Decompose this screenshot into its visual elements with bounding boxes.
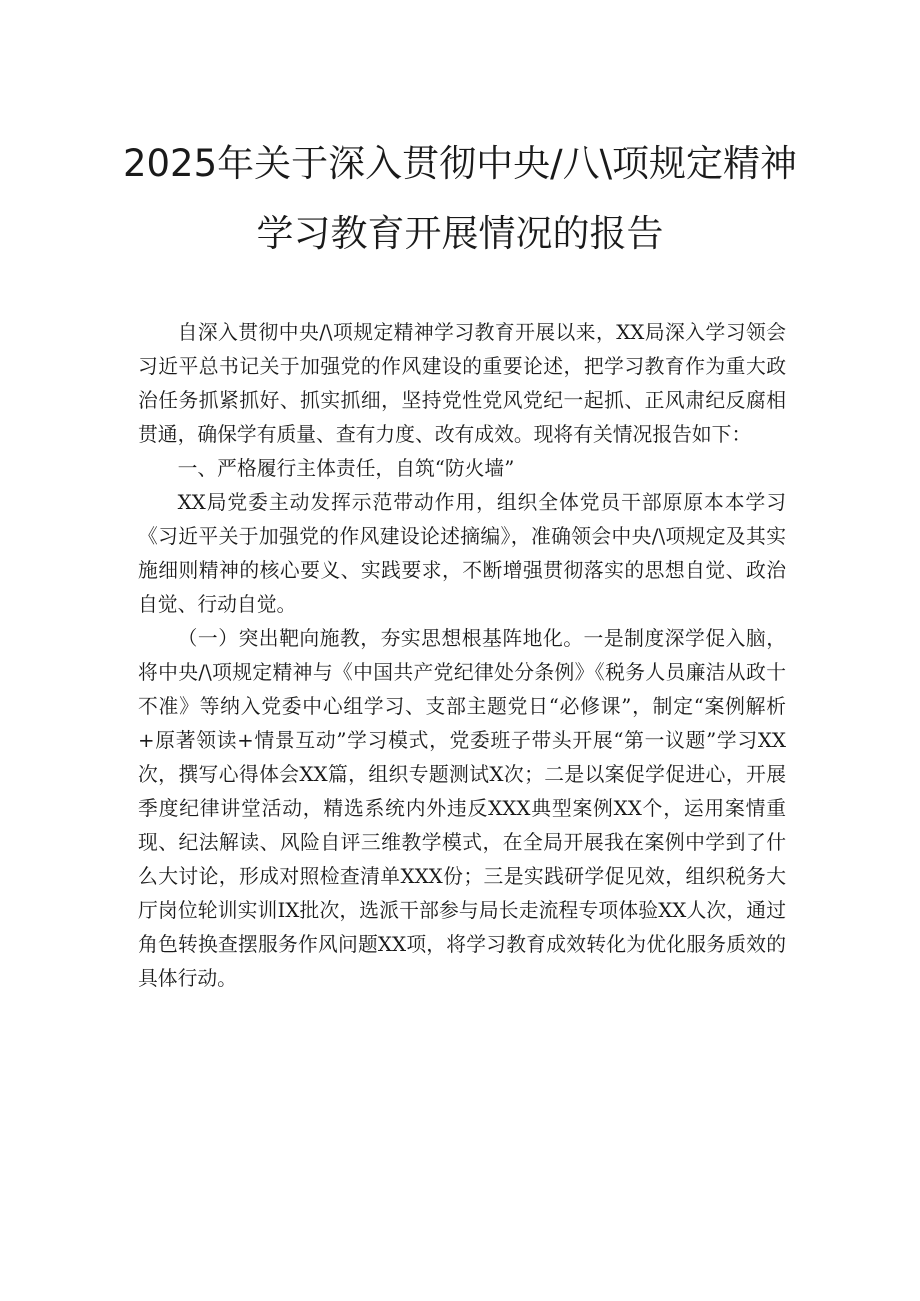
subsection-1-paragraph: （一）突出靶向施教，夯实思想根基阵地化。一是制度深学促入脑，将中央/\项规定精神与《中国共产党纪律处分条例》《税务人员廉洁从政十不准》等纳入党委中心组学习、支部主题党日“必修课”，制定“案例解析+原著领读+情景互动”学习模式，党委班子带头开展“第一议题”学习XX次，撰写心得体会XX篇，组织专题测试X次；二是以案促学促进心，开展季度纪律讲堂活动，精选系统内外违反XXX典型案例XX个，运用案情重现、纪法解读、风险自评三维教学模式，在全局开展我在案例中学到了什么大讨论，形成对照检查清单XXX份；三是实践研学促见效，组织税务大厅岗位轮训实训IX批次，选派干部参与局长走流程专项体验XX人次，通过角色转换查摆服务作风问题XX项，将学习教育成效转化为优化服务质效的具体行动。: [138, 627, 786, 990]
document-body: [138, 316, 786, 996]
document-title-line-2: 学习教育开展情况的报告: [256, 212, 664, 255]
intro-paragraph: 自深入贯彻中央/\项规定精神学习教育开展以来，XX局深入学习领会习近平总书记关于加强党的作风建设的重要论述，把学习教育作为重大政治任务抓紧抓好、抓实抓细，坚持党性党风党纪一起抓、正风肃纪反腐相贯通，确保学有质量、查有力度、改有成效。现将有关情况报告如下：: [138, 321, 786, 446]
document-title-line-1: 2025年关于深入贯彻中央/八\项规定精神: [122, 142, 798, 185]
section-1-paragraph: XX局党委主动发挥示范带动作用，组织全体党员干部原原本本学习《习近平关于加强党的作风建设论述摘编》，准确领会中央/\项规定及其实施细则精神的核心要义、实践要求，不断增强贯彻落实的思想自觉、政治自觉、行动自觉。: [138, 491, 786, 616]
section-heading-1: 一、严格履行主体责任，自筑“防火墙”: [177, 457, 515, 480]
